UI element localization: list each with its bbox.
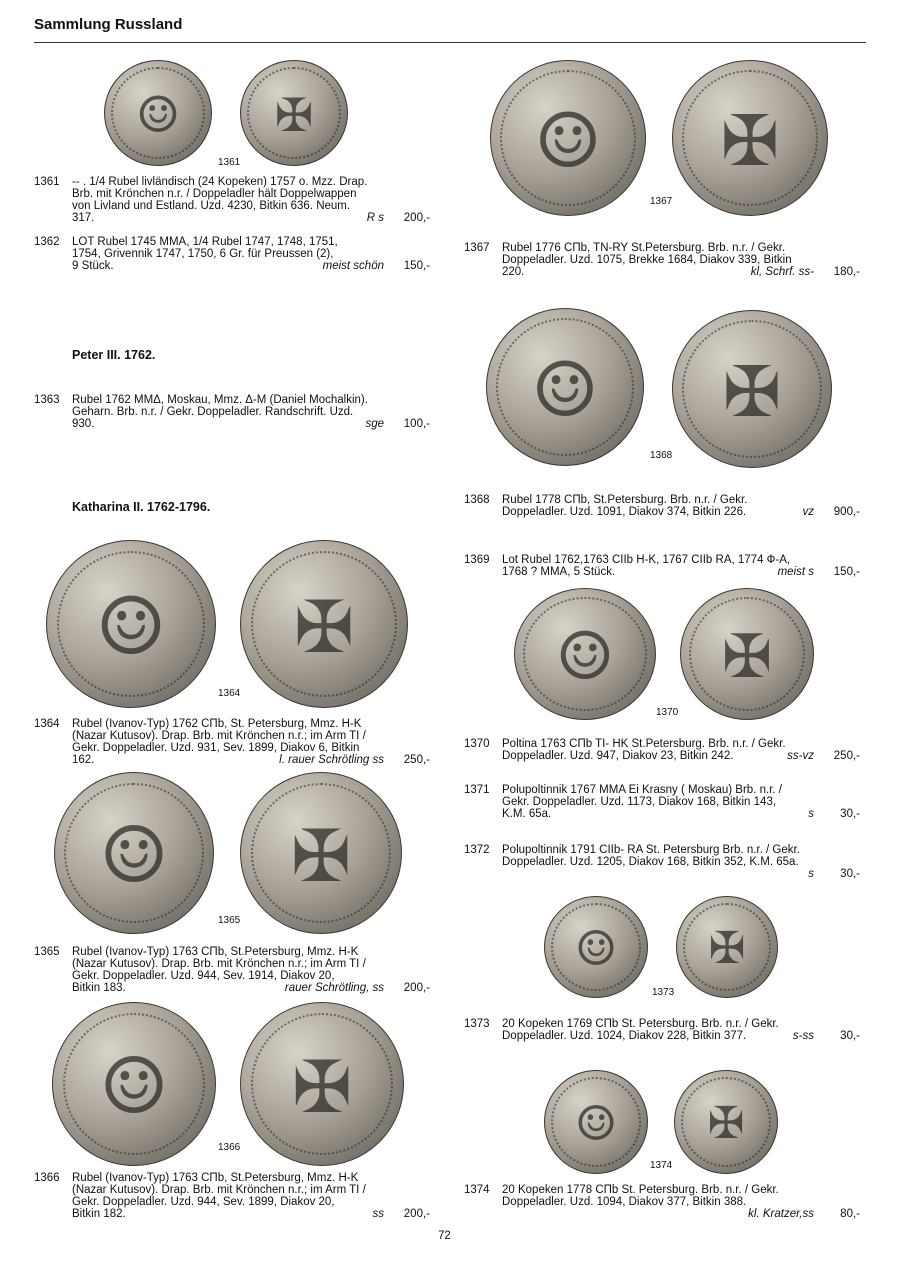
lot-1374: [464, 1184, 814, 1220]
coin-1367-obverse: ☺: [490, 60, 646, 216]
lot-1363-price: 100,-: [403, 418, 430, 430]
coin-1373-reverse: ✠: [676, 896, 778, 998]
lot-1362-price: 150,-: [403, 260, 430, 272]
lot-1372-price: 30,-: [840, 868, 860, 880]
lot-description-line: K.M. 65a.: [502, 808, 552, 820]
lot-description-line: Geharn. Brb. n.r. / Gekr. Doppeladler. Randschrift. Uzd.: [72, 406, 354, 418]
lot-description-line: 1754, Grivennik 1747, 1750, 6 Gr. für Preussen (2),: [72, 248, 334, 260]
lot-1366: [34, 1172, 384, 1220]
lot-number: 1366: [34, 1172, 60, 1184]
lot-description-line: Brb. mit Krönchen n.r. / Doppeladler hält Doppelwappen: [72, 188, 357, 200]
lot-1362: [34, 236, 384, 272]
lot-grade: kl. Kratzer,ss: [748, 1208, 814, 1220]
lot-1364-price: 250,-: [403, 754, 430, 766]
coin-1368-obverse: ☺: [486, 308, 644, 466]
lot-grade: vz: [802, 506, 814, 518]
lot-number: 1372: [464, 844, 490, 856]
lot-description-line: Doppeladler. Uzd. 1075, Brekke 1684, Diakov 339, Bitkin: [502, 254, 792, 266]
lot-description-line: Doppeladler. Uzd. 947, Diakov 23, Bitkin 242.: [502, 750, 734, 762]
coin-label-1370: 1370: [656, 707, 679, 718]
lot-description-line: Polupoltinnik 1767 MMA Ei Krasny ( Moskau) Brb. n.r. /: [502, 784, 782, 796]
lot-1364: [34, 718, 384, 766]
lot-grade: s-ss: [792, 1030, 814, 1042]
lot-1361-price: 200,-: [403, 212, 430, 224]
lot-grade: kl, Schrf. ss-: [750, 266, 814, 278]
lot-grade: ss: [372, 1208, 384, 1220]
section-heading-peter-iii: Peter III. 1762.: [72, 348, 156, 362]
coin-1370-reverse: ✠: [680, 588, 814, 720]
lot-number: 1367: [464, 242, 490, 254]
coin-label-1366: 1366: [218, 1142, 241, 1153]
lot-1369-price: 150,-: [833, 566, 860, 578]
lot-number: 1362: [34, 236, 60, 248]
lot-number: 1371: [464, 784, 490, 796]
page-header-title: Sammlung Russland: [34, 16, 183, 33]
lot-1365-price: 200,-: [403, 982, 430, 994]
lot-1365: [34, 946, 384, 994]
page-number: 72: [438, 1230, 451, 1242]
lot-1367: [464, 242, 814, 278]
lot-grade: s: [808, 808, 814, 820]
lot-1366-price: 200,-: [403, 1208, 430, 1220]
lot-description-line: Doppeladler. Uzd. 1024, Diakov 228, Bitkin 377.: [502, 1030, 747, 1042]
lot-number: 1363: [34, 394, 60, 406]
lot-1370: [464, 738, 814, 762]
lot-description-line: 162.: [72, 754, 95, 766]
coin-1365-obverse: ☺: [54, 772, 214, 934]
lot-1367-price: 180,-: [833, 266, 860, 278]
lot-1368: [464, 494, 814, 518]
lot-description-line: 20 Kopeken 1769 СПb St. Petersburg. Brb. n.r. / Gekr.: [502, 1018, 779, 1030]
lot-description-line: Gekr. Doppeladler. Uzd. 931, Sev. 1899, Diakov 6, Bitkin: [72, 742, 360, 754]
lot-grade: s: [808, 868, 814, 880]
lot-description-line: -- . 1/4 Rubel livländisch (24 Kopeken) 1757 o. Mzz. Drap.: [72, 176, 368, 188]
lot-description-line: Rubel (Ivanov-Typ) 1763 СПb, St.Petersburg, Mmz. H-K: [72, 1172, 359, 1184]
lot-grade: R s: [366, 212, 384, 224]
coin-label-1364: 1364: [218, 688, 241, 699]
lot-description-line: Polupoltinnik 1791 CIIb- RA St. Petersburg Brb. n.r. / Gekr.: [502, 844, 800, 856]
lot-1373: [464, 1018, 814, 1042]
lot-1374-price: 80,-: [840, 1208, 860, 1220]
coin-label-1361: 1361: [218, 157, 241, 168]
lot-number: 1370: [464, 738, 490, 750]
lot-description-line: von Livland und Estland. Uzd. 4230, Bitkin 636. Neum.: [72, 200, 351, 212]
lot-1371-price: 30,-: [840, 808, 860, 820]
lot-description-line: Doppeladler. Uzd. 1091, Diakov 374, Bitkin 226.: [502, 506, 747, 518]
lot-1373-price: 30,-: [840, 1030, 860, 1042]
lot-description-line: 9 Stück.: [72, 260, 114, 272]
coin-1361-obverse: ☺: [104, 60, 212, 166]
lot-description-line: Gekr. Doppeladler. Uzd. 944, Sev. 1914, Diakov 20,: [72, 970, 335, 982]
lot-number: 1368: [464, 494, 490, 506]
lot-description-line: Lot Rubel 1762,1763 CIIb H-K, 1767 CIIb RA, 1774 Ф-А,: [502, 554, 791, 566]
lot-number: 1361: [34, 176, 60, 188]
lot-description-line: LOT Rubel 1745 MMA, 1/4 Rubel 1747, 1748, 1751,: [72, 236, 338, 248]
coin-1364-obverse: ☺: [46, 540, 216, 708]
lot-description-line: 20 Kopeken 1778 СПb St. Petersburg. Brb. n.r. / Gekr.: [502, 1184, 779, 1196]
lot-1371: [464, 784, 814, 820]
lot-description-line: Gekr. Doppeladler. Uzd. 1173, Diakov 168, Bitkin 143,: [502, 796, 777, 808]
lot-number: 1373: [464, 1018, 490, 1030]
coin-1366-reverse: ✠: [240, 1002, 404, 1166]
coin-label-1367: 1367: [650, 196, 673, 207]
lot-description-line: 1768 ? MMA, 5 Stück.: [502, 566, 616, 578]
lot-description-line: Doppeladler. Uzd. 1094, Diakov 377, Bitkin 388.: [502, 1196, 747, 1208]
lot-description-line: Bitkin 183.: [72, 982, 126, 994]
section-heading-katharina-ii: Katharina II. 1762-1796.: [72, 500, 211, 514]
lot-description-line: Doppeladler. Uzd. 1205, Diakov 168, Bitkin 352, K.M. 65a.: [502, 856, 799, 868]
header-divider: [34, 42, 866, 43]
coin-1374-obverse: ☺: [544, 1070, 648, 1174]
lot-description-line: (Nazar Kutusov). Drap. Brb. mit Krönchen n.r.; im Arm TI /: [72, 730, 366, 742]
lot-number: 1364: [34, 718, 60, 730]
coin-1368-reverse: ✠: [672, 310, 832, 468]
lot-description-line: Rubel 1776 СПb, TN-RY St.Petersburg. Brb. n.r. / Gekr.: [502, 242, 786, 254]
lot-1370-price: 250,-: [833, 750, 860, 762]
coin-label-1373: 1373: [652, 987, 675, 998]
lot-grade: rauer Schrötling, ss: [284, 982, 384, 994]
lot-grade: sge: [365, 418, 384, 430]
lot-description-line: Rubel 1762 ММΔ, Moskau, Mmz. Δ-M (Daniel Mochalkin).: [72, 394, 368, 406]
lot-grade: meist s: [777, 566, 814, 578]
coin-label-1365: 1365: [218, 915, 241, 926]
coin-1365-reverse: ✠: [240, 772, 402, 934]
lot-grade: ss-vz: [787, 750, 814, 762]
lot-number: 1369: [464, 554, 490, 566]
coin-1361-reverse: ✠: [240, 60, 348, 166]
coin-label-1374: 1374: [650, 1160, 673, 1171]
lot-description-line: Rubel (Ivanov-Typ) 1763 СПb, St.Petersburg, Mmz. H-K: [72, 946, 359, 958]
lot-description-line: 930.: [72, 418, 95, 430]
lot-description-line: (Nazar Kutusov). Drap. Brb. mit Krönchen n.r.; im Arm TI /: [72, 958, 366, 970]
lot-1369: [464, 554, 814, 578]
coin-label-1368: 1368: [650, 450, 673, 461]
lot-description-line: Poltina 1763 СПb TI- HK St.Petersburg. Brb. n.r. / Gekr.: [502, 738, 786, 750]
coin-1374-reverse: ✠: [674, 1070, 778, 1174]
lot-description-line: Rubel 1778 СПb, St.Petersburg. Brb. n.r. / Gekr.: [502, 494, 748, 506]
lot-description-line: 220.: [502, 266, 525, 278]
lot-number: 1365: [34, 946, 60, 958]
lot-description-line: Gekr. Doppeladler. Uzd. 944, Sev. 1899, Diakov 20,: [72, 1196, 335, 1208]
lot-description-line: Bitkin 182.: [72, 1208, 126, 1220]
lot-description-line: Rubel (Ivanov-Typ) 1762 СПb, St. Petersburg, Mmz. H-K: [72, 718, 362, 730]
coin-1367-reverse: ✠: [672, 60, 828, 216]
lot-1363: [34, 394, 384, 430]
lot-1372: [464, 844, 814, 880]
lot-1368-price: 900,-: [833, 506, 860, 518]
lot-description-line: 317.: [72, 212, 95, 224]
lot-1361: [34, 176, 384, 224]
lot-grade: meist schön: [322, 260, 384, 272]
lot-description-line: (Nazar Kutusov). Drap. Brb. mit Krönchen n.r.; im Arm TI /: [72, 1184, 366, 1196]
coin-1370-obverse: ☺: [514, 588, 656, 720]
coin-1364-reverse: ✠: [240, 540, 408, 708]
lot-number: 1374: [464, 1184, 490, 1196]
coin-1366-obverse: ☺: [52, 1002, 216, 1166]
lot-grade: l. rauer Schrötling ss: [279, 754, 384, 766]
coin-1373-obverse: ☺: [544, 896, 648, 998]
